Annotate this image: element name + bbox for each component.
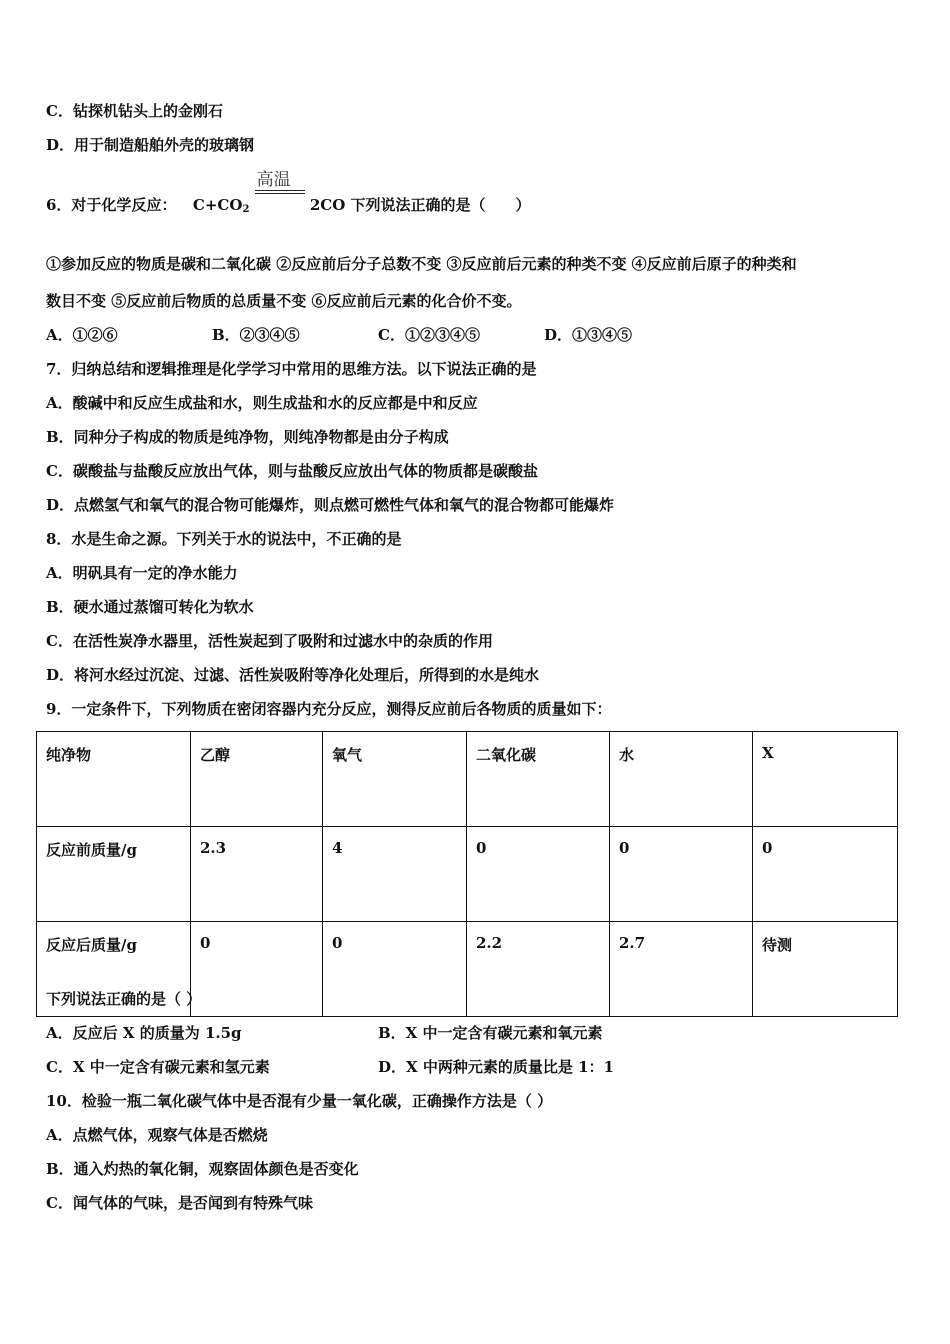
table-row <box>37 827 898 922</box>
q6-prefix: 6．对于化学反应： <box>46 196 177 214</box>
q8-option-c: C．在活性炭净水器里，活性炭起到了吸附和过滤水中的杂质的作用 <box>46 632 493 650</box>
table-cell: 0 <box>191 922 323 1017</box>
table-header-cell: 二氧化碳 <box>467 732 610 827</box>
q8-stem: 8．水是生命之源。下列关于水的说法中，不正确的是 <box>46 530 402 548</box>
table-cell: 0 <box>467 827 610 922</box>
q9-option-a: A．反应后 X 的质量为 1.5g <box>46 1024 242 1042</box>
table-cell: 反应前质量/g <box>37 827 191 922</box>
table-header-cell: 纯净物 <box>37 732 191 827</box>
table-cell: 0 <box>610 827 753 922</box>
q9-option-d: D．X 中两种元素的质量比是 1：1 <box>378 1058 614 1076</box>
table-cell: 0 <box>323 922 467 1017</box>
q7-option-b: B．同种分子构成的物质是纯净物，则纯净物都是由分子构成 <box>46 428 449 446</box>
q8-option-d: D．将河水经过沉淀、过滤、活性炭吸附等净化处理后，所得到的水是纯水 <box>46 666 540 684</box>
q6-statements-line1: ①参加反应的物质是碳和二氧化碳 ②反应前后分子总数不变 ③反应前后元素的种类不变 ④反应前后原子的种类和 <box>46 255 797 273</box>
table-header-cell: 乙醇 <box>191 732 323 827</box>
q6-reactant-subscript: 2 <box>242 204 250 215</box>
mass-table <box>36 731 898 1017</box>
table-header-cell: 氧气 <box>323 732 467 827</box>
table-cell: 0 <box>753 827 898 922</box>
table-cell: 待测 <box>753 922 898 1017</box>
table-cell: 2.2 <box>467 922 610 1017</box>
q10-option-c: C．闻气体的气味，是否闻到有特殊气味 <box>46 1194 313 1212</box>
q7-option-d: D．点燃氢气和氧气的混合物可能爆炸，则点燃可燃性气体和氧气的混合物都可能爆炸 <box>46 496 615 514</box>
q6-stem <box>46 170 531 220</box>
reaction-arrow <box>255 170 305 216</box>
q10-stem: 10．检验一瓶二氧化碳气体中是否混有少量一氧化碳，正确操作方法是（ ） <box>46 1092 553 1110</box>
table-header-row <box>37 732 898 827</box>
q6-option-b: B．②③④⑤ <box>212 326 300 344</box>
q9-option-c: C．X 中一定含有碳元素和氢元素 <box>46 1058 270 1076</box>
q9-stem: 9．一定条件下，下列物质在密闭容器内充分反应，测得反应前后各物质的质量如下： <box>46 700 612 718</box>
q10-option-a: A．点燃气体，观察气体是否燃烧 <box>46 1126 268 1144</box>
q10-option-b: B．通入灼热的氧化铜，观察固体颜色是否变化 <box>46 1160 359 1178</box>
table-cell: 4 <box>323 827 467 922</box>
q6-statements-line2: 数目不变 ⑤反应前后物质的总质量不变 ⑥反应前后元素的化合价不变。 <box>46 292 522 310</box>
table-cell: 2.7 <box>610 922 753 1017</box>
q5-option-d: D．用于制造船舶外壳的玻璃钢 <box>46 136 255 154</box>
table-header-cell: 水 <box>610 732 753 827</box>
q6-option-c: C．①②③④⑤ <box>378 326 480 344</box>
q6-option-d: D．①③④⑤ <box>544 326 633 344</box>
q6-option-a: A．①②⑥ <box>46 326 118 344</box>
table-cell: 2.3 <box>191 827 323 922</box>
q8-option-a: A．明矾具有一定的净水能力 <box>46 564 238 582</box>
double-line-equals <box>255 190 305 194</box>
q9-question: 下列说法正确的是（ ） <box>46 990 202 1008</box>
q6-suffix: 2CO 下列说法正确的是（ ） <box>309 196 531 214</box>
q5-option-c: C．钻探机钻头上的金刚石 <box>46 102 223 120</box>
table-cell: 反应后质量/g <box>37 922 191 1017</box>
q7-option-c: C．碳酸盐与盐酸反应放出气体，则与盐酸反应放出气体的物质都是碳酸盐 <box>46 462 538 480</box>
q7-stem: 7．归纳总结和逻辑推理是化学学习中常用的思维方法。以下说法正确的是 <box>46 360 537 378</box>
reaction-condition: 高温 <box>256 170 291 190</box>
q6-reactants: C+CO <box>192 196 243 214</box>
q8-option-b: B．硬水通过蒸馏可转化为软水 <box>46 598 254 616</box>
table-header-cell: X <box>753 732 898 827</box>
q9-option-b: B．X 中一定含有碳元素和氧元素 <box>378 1024 603 1042</box>
q7-option-a: A．酸碱中和反应生成盐和水，则生成盐和水的反应都是中和反应 <box>46 394 478 412</box>
